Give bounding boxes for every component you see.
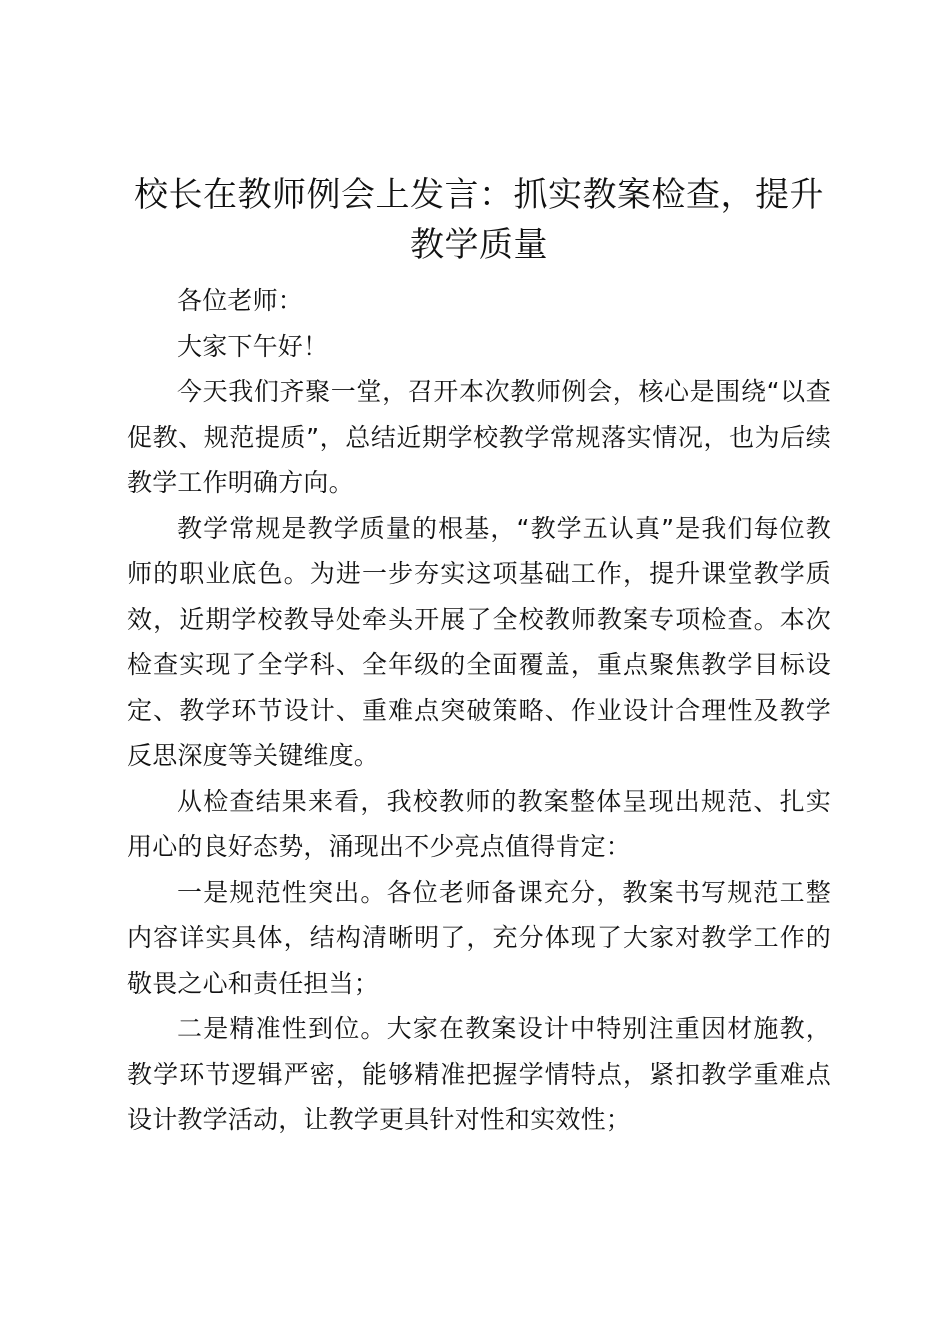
paragraph-greeting: 大家下午好！ xyxy=(177,331,329,361)
document-body xyxy=(127,170,831,1143)
paragraph-salutation: 各位老师： xyxy=(177,286,304,315)
paragraph-results: 从检查结果来看，我校教师的教案整体呈现出规范、扎实用心的良好态势，涌现出不少亮点值得肯定： xyxy=(127,786,831,861)
paragraph-background: 教学常规是教学质量的根基，“教学五认真”是我们每位教师的职业底色。为进一步夯实这项基础工作，提升课堂教学质效，近期学校教导处牵头开展了全校教师教案专项检查。本次检查实现了全学科、全年级的全面覆盖，重点聚焦教学目标设定、教学环节设计、重难点突破策略、作业设计合理性及教学反思深度等关键维度。 xyxy=(127,513,831,770)
paragraph-point-one: 一是规范性突出。各位老师备课充分，教案书写规范工整内容详实具体，结构清晰明了，充分体现了大家对教学工作的敬畏之心和责任担当； xyxy=(127,877,831,998)
paragraph-intro: 今天我们齐聚一堂，召开本次教师例会，核心是围绕“以查促教、规范提质”，总结近期学校教学常规落实情况，也为后续教学工作明确方向。 xyxy=(127,377,831,497)
paragraph-point-two: 二是精准性到位。大家在教案设计中特别注重因材施教，教学环节逻辑严密，能够精准把握学情特点，紧扣教学重难点设计教学活动，让教学更具针对性和实效性； xyxy=(127,1014,831,1134)
document-title: 校长在教师例会上发言：抓实教案检查，提升教学质量 xyxy=(134,175,824,265)
